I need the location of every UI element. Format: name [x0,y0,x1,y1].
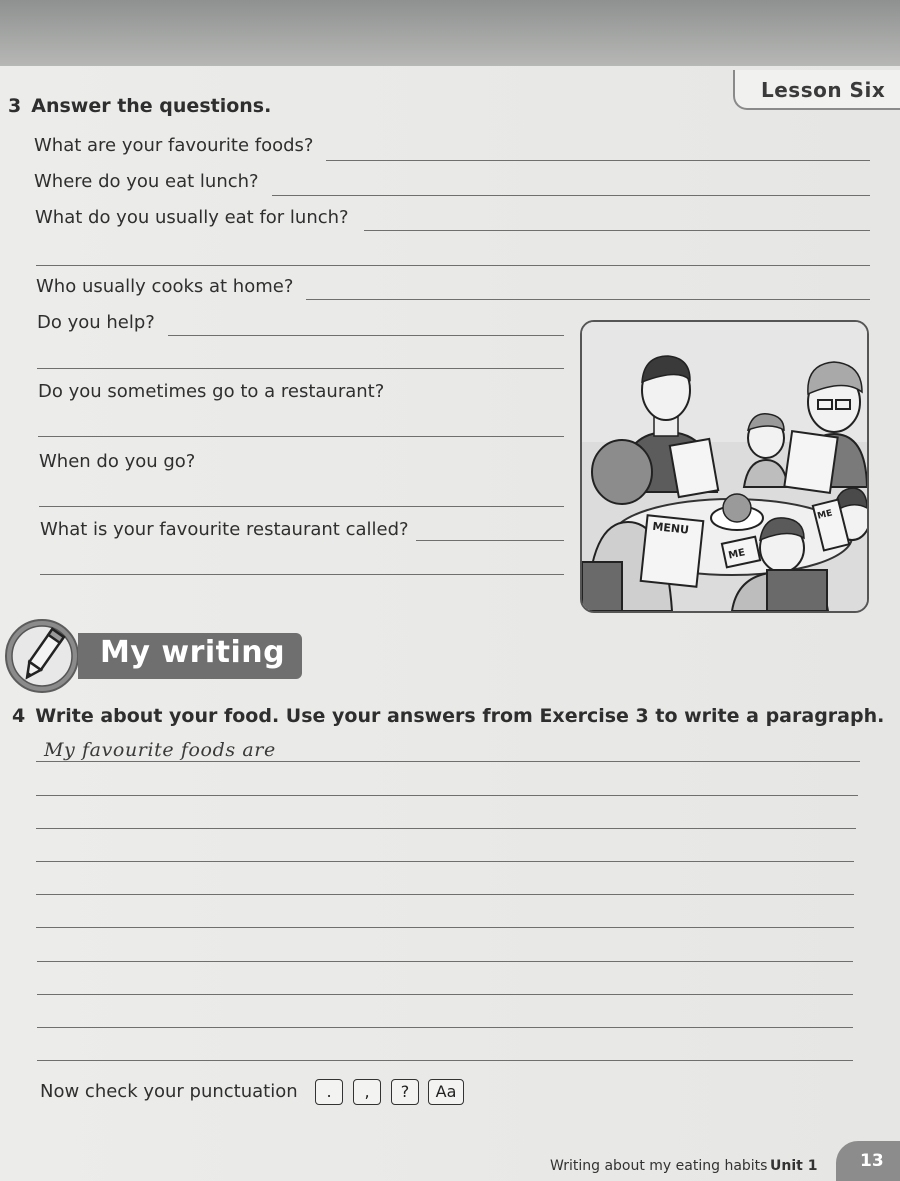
lesson-tab [733,70,900,110]
answer-line[interactable] [272,195,870,196]
writing-line[interactable] [36,795,858,796]
my-writing-title: My writing [100,635,286,670]
top-shadow-band [0,0,900,70]
my-writing-banner [78,633,302,679]
footer-title: Writing about my eating habits [550,1158,768,1174]
question-4: Who usually cooks at home? [36,276,294,297]
comma-box[interactable]: , [353,1079,381,1105]
answer-line[interactable] [168,335,564,336]
answer-line[interactable] [39,506,564,507]
answer-line[interactable] [326,160,870,161]
question-7: When do you go? [39,451,196,472]
capital-letters-box[interactable]: Aa [428,1079,464,1105]
pencil-icon [4,618,80,694]
writing-line[interactable] [37,1060,853,1061]
writing-line[interactable] [37,961,853,962]
paragraph-starter: My favourite foods are [44,739,276,761]
question-6: Do you sometimes go to a restaurant? [38,381,385,402]
question-1: What are your favourite foods? [34,135,314,156]
answer-line[interactable] [37,368,564,369]
page-number: 13 [860,1151,884,1171]
question-2: Where do you eat lunch? [34,171,259,192]
exercise-4-heading [12,705,884,727]
menu-label-3: ME [816,508,834,522]
writing-line[interactable] [36,861,854,862]
writing-line[interactable] [36,894,854,895]
exercise-number: 3 [8,95,22,117]
question-5: Do you help? [37,312,155,333]
answer-line[interactable] [306,299,870,300]
question-mark-box[interactable]: ? [391,1079,419,1105]
page-number-tab [836,1141,900,1181]
answer-line[interactable] [38,436,564,437]
answer-line[interactable] [40,574,564,575]
writing-line[interactable] [36,927,854,928]
writing-line[interactable] [36,828,856,829]
writing-line[interactable] [36,761,860,762]
workbook-page [0,66,900,1181]
exercise-3-heading [8,95,271,117]
lesson-title: Lesson Six [761,78,886,102]
full-stop-box[interactable]: . [315,1079,343,1105]
menu-label: MENU [651,519,690,537]
exercise-number: 4 [12,705,26,727]
punctuation-label: Now check your punctuation [40,1081,298,1102]
exercise-instruction: Answer the questions. [31,95,272,117]
question-3: What do you usually eat for lunch? [35,207,349,228]
question-8: What is your favourite restaurant called? [40,519,409,540]
footer-unit: Unit 1 [770,1158,818,1174]
answer-line[interactable] [36,265,870,266]
menu-label-2: ME [727,547,747,562]
answer-line[interactable] [364,230,870,231]
exercise-instruction: Write about your food. Use your answers from Exercise 3 to write a paragraph. [35,705,885,727]
family-restaurant-drawing [582,322,867,611]
restaurant-illustration [580,320,869,613]
writing-line[interactable] [37,1027,853,1028]
writing-line[interactable] [37,994,853,995]
answer-line[interactable] [416,540,564,541]
